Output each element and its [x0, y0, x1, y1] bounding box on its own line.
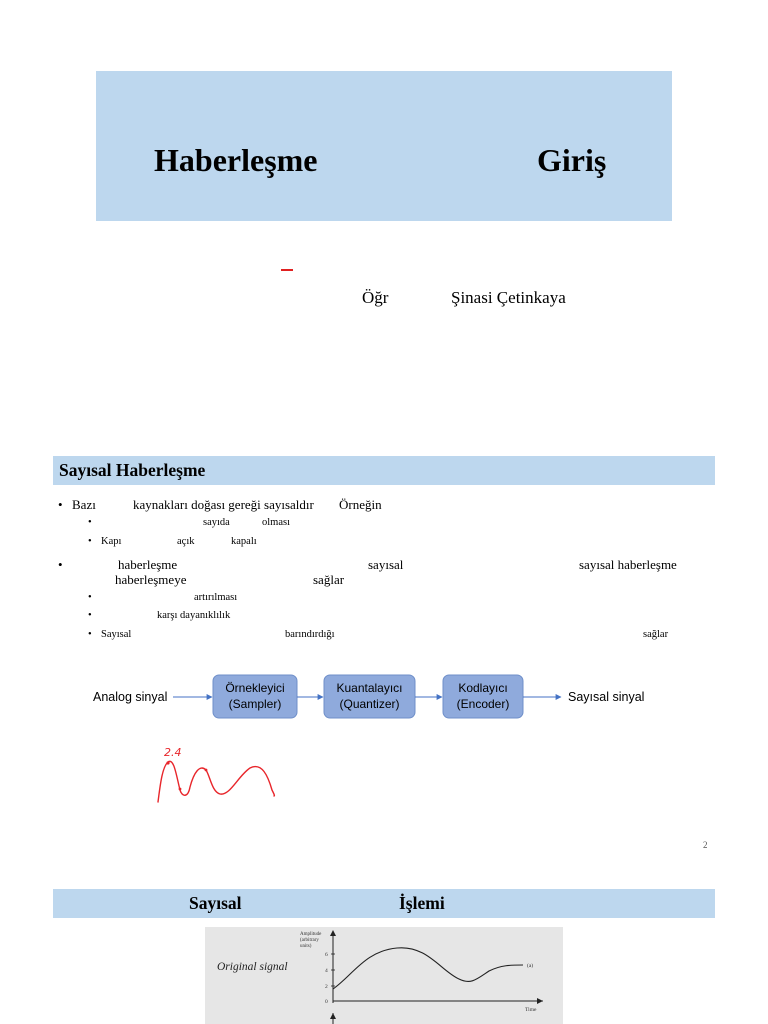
bullet1-text-c: Örneğin	[339, 497, 382, 512]
bullet1-sub2-text-b: açık	[177, 536, 195, 547]
bullet2-text-c: sayısal haberleşme	[579, 557, 677, 572]
bullet2-sub3-text-b: barındırdığı	[285, 629, 335, 640]
bullet1-text-b: kaynakları doğası gereği sayısaldır	[133, 497, 314, 512]
original-signal-figure	[205, 927, 563, 1024]
y-tick-label: 4	[325, 968, 328, 974]
sub-bullet-marker: •	[88, 610, 92, 621]
original-signal-curve	[333, 948, 523, 989]
bullet1-sub1-text-b: olması	[262, 517, 290, 528]
encoder-sublabel: (Encoder)	[456, 697, 510, 711]
adc-block-diagram	[90, 670, 690, 726]
sub-bullet-marker: •	[88, 517, 92, 528]
sub-bullet-marker: •	[88, 629, 92, 640]
y-axis-arrowhead	[330, 930, 336, 936]
bullet2-text-e: sağlar	[313, 572, 345, 587]
bullet1-sub2-text-a: Kapı	[101, 536, 122, 547]
axis-label-line2: (arbitrary	[300, 938, 319, 943]
axis-label-line1: Amplitude	[300, 932, 322, 937]
bullet2-text-b: sayısal	[368, 557, 404, 572]
y-tick-label: 0	[325, 999, 328, 1005]
bullet2-text-d: haberleşmeye	[115, 572, 187, 587]
page-number: 2	[703, 840, 708, 850]
handwritten-dot	[179, 788, 182, 791]
signal-plot	[205, 927, 563, 1024]
red-underscore-mark	[281, 269, 293, 271]
bullet2-sub2-text-a: karşı dayanıklılık	[157, 610, 231, 621]
slide-title-right: Giriş	[537, 142, 607, 178]
x-axis-arrowhead	[537, 998, 543, 1004]
input-label: Analog sinyal	[93, 690, 168, 704]
output-label: Sayısal sinyal	[568, 690, 645, 704]
sampler-sublabel: (Sampler)	[228, 697, 282, 711]
axis-label-line3: units)	[300, 944, 312, 949]
sub-bullet-marker: •	[88, 536, 92, 547]
bullet-marker: •	[58, 497, 63, 512]
handwritten-dot	[166, 761, 169, 764]
encoder-label: Kodlayıcı	[458, 681, 508, 695]
quantizer-sublabel: (Quantizer)	[339, 697, 400, 711]
author-name: Şinasi Çetinkaya	[451, 288, 566, 307]
handwritten-note: 2.4	[164, 746, 182, 759]
bullet1-sub1-text-a: sayıda	[203, 517, 230, 528]
sampler-label: Örnekleyici	[225, 681, 285, 695]
bullet1-sub2-text-c: kapalı	[231, 536, 257, 547]
slide-title-left: Haberleşme	[154, 142, 318, 178]
bullet1-text-a: Bazı	[72, 497, 96, 512]
bullet2-sub1-text-a: artırılması	[194, 592, 238, 603]
y-tick-label: 2	[325, 984, 328, 990]
section-title: Sayısal Haberleşme	[59, 460, 206, 480]
signal-label: Original signal	[217, 961, 288, 973]
bullet2-sub3-text-c: sağlar	[643, 629, 669, 640]
bullet2-text-a: haberleşme	[118, 557, 178, 572]
bullet-marker: •	[58, 557, 63, 572]
curve-tag: (a)	[527, 963, 534, 969]
slide3-title-bar	[53, 889, 715, 918]
slide3-title-right: İşlemi	[399, 893, 445, 913]
handwritten-dot	[205, 769, 208, 772]
bullet2-sub3-text-a: Sayısal	[101, 629, 132, 640]
next-plot-arrowhead	[330, 1013, 336, 1019]
slide3-title-left: Sayısal	[189, 893, 242, 913]
y-tick-label: 6	[325, 952, 328, 958]
author-prefix: Öğr	[362, 288, 389, 307]
handwritten-wave	[158, 761, 274, 802]
sub-bullet-marker: •	[88, 592, 92, 603]
handwritten-wave-annotation	[150, 742, 284, 808]
x-axis-label: Time	[525, 1007, 537, 1013]
quantizer-label: Kuantalayıcı	[336, 681, 403, 695]
